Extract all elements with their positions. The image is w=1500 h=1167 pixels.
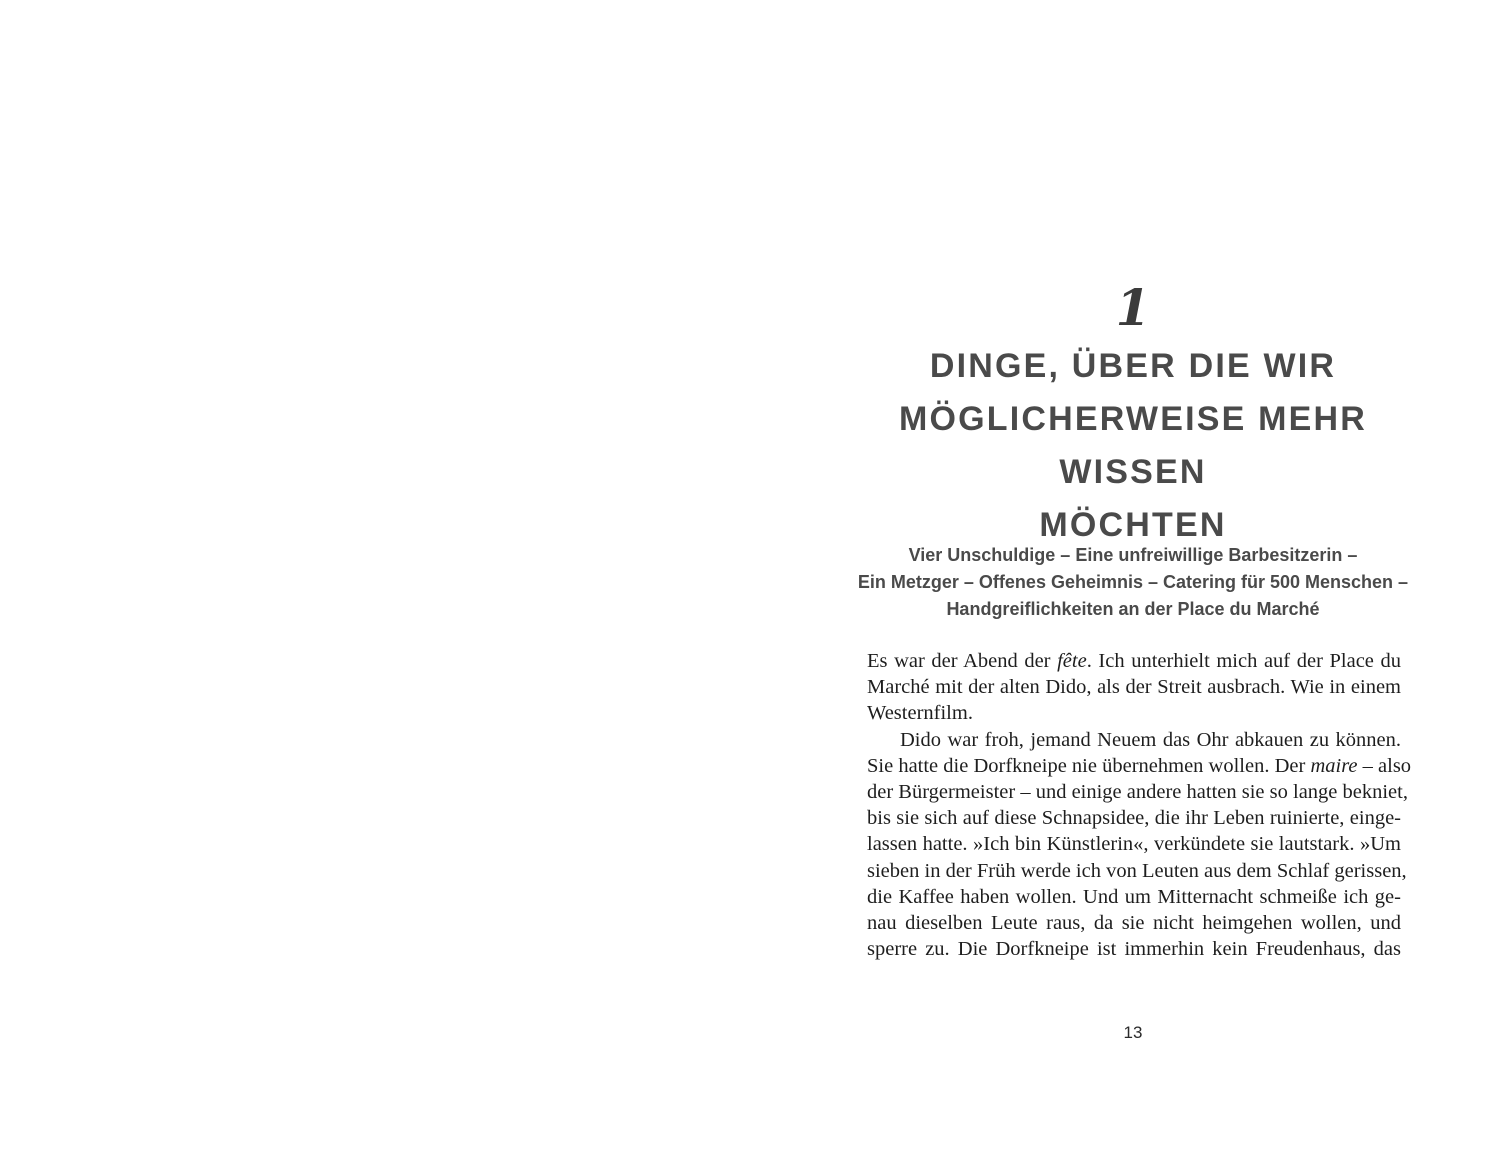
chapter-title-line: DINGE, ÜBER DIE WIR	[929, 347, 1337, 385]
summary-line: Vier Unschuldige – Eine unfreiwillige Barbesitzerin –	[908, 545, 1358, 565]
body-line: lassen hatte. »Ich bin Künstlerin«, verkündete sie lautstark. »Um	[867, 833, 1401, 856]
page-number: 13	[1123, 1023, 1143, 1042]
summary-line: Ein Metzger – Offenes Geheimnis – Catering für 500 Menschen –	[857, 572, 1409, 592]
chapter-number: 1	[1115, 278, 1151, 337]
body-line: sieben in der Früh werde ich von Leuten aus dem Schlaf gerissen,	[867, 859, 1407, 882]
body-line: bis sie sich auf diese Schnapsidee, die ihr Leben ruinierte, einge-	[867, 807, 1401, 830]
body-line: die Kaffee haben wollen. Und um Mitternacht schmeiße ich ge-	[867, 885, 1401, 908]
body-line: Marché mit der alten Dido, als der Streit ausbrach. Wie in einem	[867, 676, 1401, 699]
body-line: Es war der Abend der fête. Ich unterhielt mich auf der Place du	[867, 650, 1401, 672]
right-page	[750, 0, 1500, 1167]
body-text	[867, 648, 1412, 962]
italic-word: fête	[1057, 650, 1087, 672]
chapter-title-line: MÖCHTEN	[1039, 506, 1227, 544]
chapter-title	[856, 340, 1410, 552]
chapter-title-line: MÖGLICHERWEISE MEHR WISSEN	[898, 400, 1368, 491]
italic-word: maire	[1310, 754, 1358, 777]
body-line: sperre zu. Die Dorfkneipe ist immerhin kein Freudenhaus, das	[867, 938, 1401, 961]
summary-line: Handgreiflichkeiten an der Place du Marché	[946, 599, 1320, 619]
body-line: Westernfilm.	[867, 702, 973, 725]
body-line: der Bürgermeister – und einige andere hatten sie so lange bekniet,	[867, 780, 1408, 803]
body-line: Dido war froh, jemand Neuem das Ohr abkauen zu können.	[900, 728, 1401, 751]
body-line: nau dieselben Leute raus, da sie nicht heimgehen wollen, und	[867, 911, 1401, 934]
chapter-summary	[856, 542, 1410, 623]
body-line: Sie hatte die Dorfkneipe nie übernehmen wollen. Der maire – also	[867, 754, 1412, 777]
